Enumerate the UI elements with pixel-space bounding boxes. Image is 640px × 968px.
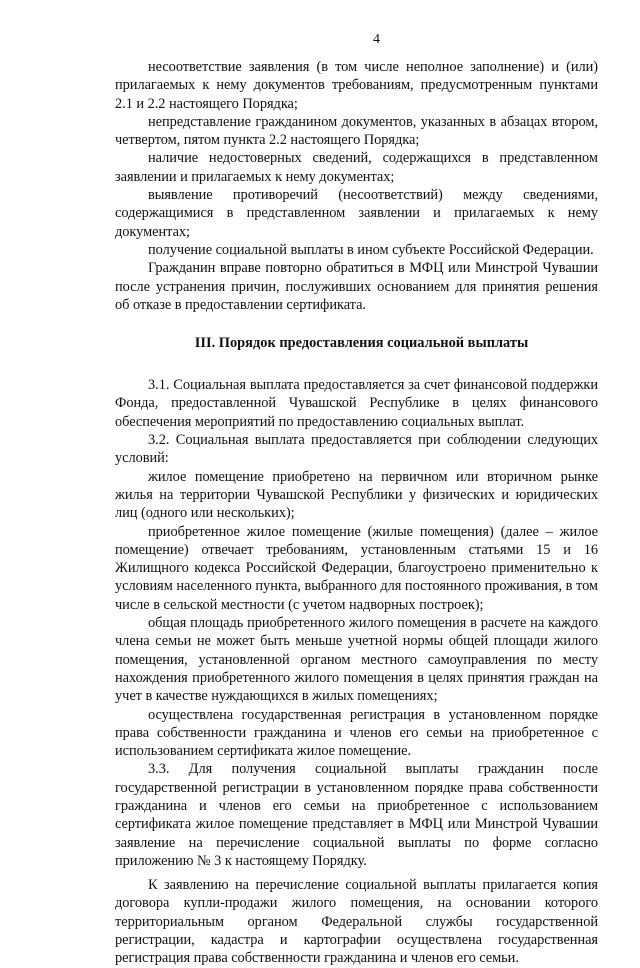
paragraph-condition-area: общая площадь приобретенного жилого помещения в расчете на каждого члена семьи не может быть меньше учетной нормы общей площади жилого помещения, установленной органом местного самоуправления по месту нахождения приобретенного жилого помещения в целях принятия граждан на учет в качестве нуждающихся в жилых помещениях; <box>115 615 598 705</box>
paragraph-attachment: К заявлению на перечисление социальной выплаты прилагается копия договора купли-продажи жилого помещения, на основании которого территориальным органом Федеральной службы государственной регистрации, кадастра и картографии осуществлена государственная регистрация права собственности гражданина и членов его семьи. <box>115 877 598 967</box>
paragraph-incomplete-application: несоответствие заявления (в том числе неполное заполнение) и (или) прилагаемых к нему документов требованиям, предусмотренным пунктами 2.1 и 2.2 настоящего Порядка; <box>115 59 598 112</box>
page-number: 4 <box>373 32 380 47</box>
section-heading: III. Порядок предоставления социальной выплаты <box>194 335 529 352</box>
paragraph-3-1: 3.1. Социальная выплата предоставляется за счет финансовой поддержки Фонда, предоставленной Чувашской Республике в целях финансового обеспечения мероприятий по предоставлению социальных выплат. <box>115 377 598 430</box>
paragraph-other-region: получение социальной выплаты в ином субъекте Российской Федерации. <box>148 241 594 258</box>
document-page <box>115 32 598 968</box>
paragraph-condition-market: жилое помещение приобретено на первичном или вторичном рынке жилья на территории Чувашской Республики у физических и юридических лиц (одного или нескольких); <box>115 468 598 522</box>
paragraph-missing-documents: непредставление гражданином документов, указанных в абзацах втором, четвертом, пятом пункта 2.2 настоящего Порядка; <box>115 113 598 149</box>
paragraph-3-3: 3.3. Для получения социальной выплаты гражданин после государственной регистрации в установленном порядке права собственности гражданина и членов его семьи на приобретенное с использованием сертификата жилое помещение представляет в МФЦ или Минстрой Чувашии заявление на перечисление социальной выплаты по форме согласно приложению № 3 к настоящему Порядку. <box>115 761 598 869</box>
paragraph-condition-registration: осуществлена государственная регистрация в установленном порядке права собственности гражданина и членов его семьи на приобретенное с использованием сертификата жилое помещение. <box>115 706 598 760</box>
paragraph-false-information: наличие недостоверных сведений, содержащихся в представленном заявлении и прилагаемых к нему документах; <box>115 150 598 185</box>
paragraph-contradictions: выявление противоречий (несоответствий) между сведениями, содержащимися в представленном заявлении и прилагаемых к нему документах; <box>115 187 598 240</box>
paragraph-3-2: 3.2. Социальная выплата предоставляется при соблюдении следующих условий: <box>115 432 598 467</box>
paragraph-reapply: Гражданин вправе повторно обратиться в МФЦ или Минстрой Чувашии после устранения причин, послуживших основанием для принятия решения об отказе в предоставлении сертификата. <box>115 260 598 313</box>
paragraph-condition-requirements: приобретенное жилое помещение (жилые помещения) (далее – жилое помещение) отвечает требованиям, установленным статьями 15 и 16 Жилищного кодекса Российской Федерации, благоустроено применительно к условиям населенного пункта, выбранного для постоянного проживания, в том числе в сельской местности (с учетом надворных построек); <box>115 523 598 613</box>
